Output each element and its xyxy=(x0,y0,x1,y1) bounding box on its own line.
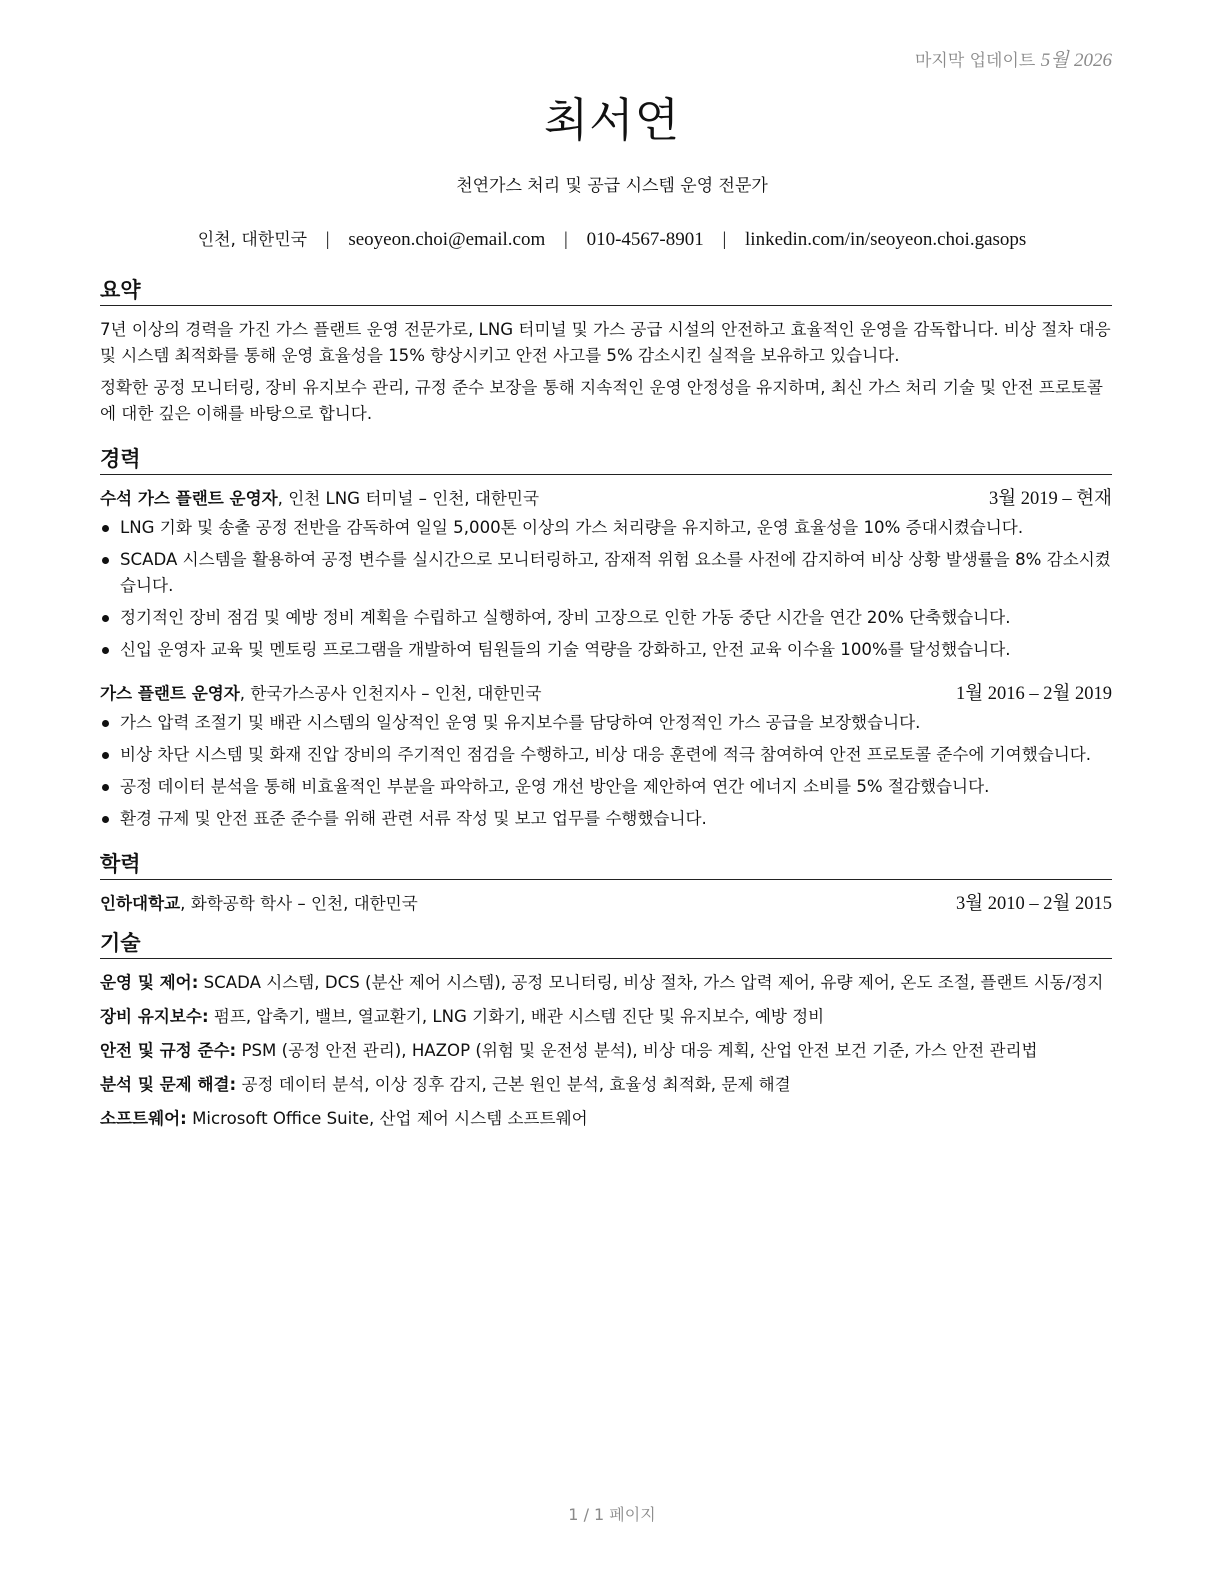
job-role: 가스 플랜트 운영자 xyxy=(100,684,240,703)
job-header xyxy=(100,681,1112,707)
last-updated-year: 2026 xyxy=(1074,50,1112,71)
skill-line xyxy=(100,1072,1112,1098)
job-role: 수석 가스 플랜트 운영자 xyxy=(100,489,278,508)
job-org: , 한국가스공사 인천지사 – 인천, 대한민국 xyxy=(239,684,542,703)
skill-line xyxy=(100,1038,1112,1064)
job-bullet: 신입 운영자 교육 및 멘토링 프로그램을 개발하여 팀원들의 기술 역량을 강화하고, 안전 교육 이수율 100%를 달성했습니다. xyxy=(100,637,1112,663)
last-updated-month: 5월 xyxy=(1040,50,1069,71)
contact-phone: 010-4567-8901 xyxy=(586,229,704,250)
candidate-tagline: 천연가스 처리 및 공급 시스템 운영 전문가 xyxy=(456,176,768,196)
job-date: 3월 2019 – 현재 xyxy=(989,489,1112,509)
job-bullet: SCADA 시스템을 활용하여 공정 변수를 실시간으로 모니터링하고, 잠재적 위험 요소를 사전에 감지하여 비상 상황 발생률을 8% 감소시켰습니다. xyxy=(100,547,1112,599)
skill-category: 안전 및 규정 준수: xyxy=(100,1041,237,1060)
contact-separator: | xyxy=(325,229,330,250)
contact-separator: | xyxy=(564,229,568,250)
education-detail: , 화학공학 학사 – 인천, 대한민국 xyxy=(180,894,418,913)
contact-separator: | xyxy=(722,229,727,250)
last-updated xyxy=(915,45,1112,72)
skill-line xyxy=(100,970,1112,996)
education-date: 3월 2010 – 2월 2015 xyxy=(956,894,1112,914)
skill-line xyxy=(100,1004,1112,1030)
job-bullet: 공정 데이터 분석을 통해 비효율적인 부분을 파악하고, 운영 개선 방안을 제안하여 연간 에너지 소비를 5% 절감했습니다. xyxy=(100,774,1112,800)
page-number: 1 / 1 페이지 xyxy=(568,1505,656,1524)
summary-paragraph: 정확한 공정 모니터링, 장비 유지보수 관리, 규정 준수 보장을 통해 지속적인 운영 안정성을 유지하며, 최신 가스 처리 기술 및 안전 프로토콜에 대한 깊은 이해를 바탕으로 합니다. xyxy=(100,378,1103,423)
job-header xyxy=(100,486,1112,512)
candidate-name: 최서연 xyxy=(543,93,681,147)
job-bullet: 정기적인 장비 점검 및 예방 정비 계획을 수립하고 실행하여, 장비 고장으로 인한 가동 중단 시간을 연간 20% 단축했습니다. xyxy=(100,605,1112,631)
job-entry xyxy=(100,486,1112,663)
contact-location: 인천, 대한민국 xyxy=(197,230,308,250)
job-bullets xyxy=(100,515,1112,663)
section-title-education: 학력 xyxy=(100,850,1112,880)
contact-linkedin[interactable]: linkedin.com/in/seoyeon.choi.gasops xyxy=(745,229,1027,250)
skill-line xyxy=(100,1106,1112,1132)
last-updated-label: 마지막 업데이트 xyxy=(914,51,1036,71)
skill-category: 소프트웨어: xyxy=(100,1109,187,1128)
skill-category: 운영 및 제어: xyxy=(100,973,199,992)
summary-paragraph: 7년 이상의 경력을 가진 가스 플랜트 운영 전문가로, LNG 터미널 및 가스 공급 시설의 안전하고 효율적인 운영을 감독합니다. 비상 절차 대응 및 시스템 최적화를 통해 운영 효율성을 15% 향상시키고 안전 사고를 5% 감소시킨 실적을 보유하고 있습니다. xyxy=(100,320,1111,365)
job-bullet: 가스 압력 조절기 및 배관 시스템의 일상적인 운영 및 유지보수를 담당하여 안정적인 가스 공급을 보장했습니다. xyxy=(100,710,1112,736)
skill-values: 공정 데이터 분석, 이상 징후 감지, 근본 원인 분석, 효율성 최적화, 문제 해결 xyxy=(236,1075,791,1094)
section-title-skills: 기술 xyxy=(100,929,1112,959)
section-title-summary: 요약 xyxy=(100,276,1112,306)
education-entry xyxy=(100,891,1112,917)
skill-values: SCADA 시스템, DCS (분산 제어 시스템), 공정 모니터링, 비상 절차, 가스 압력 제어, 유량 제어, 온도 조절, 플랜트 시동/정지 xyxy=(198,973,1104,992)
job-bullet: LNG 기화 및 송출 공정 전반을 감독하여 일일 5,000톤 이상의 가스 처리량을 유지하고, 운영 효율성을 10% 증대시켰습니다. xyxy=(100,515,1112,541)
skill-category: 장비 유지보수: xyxy=(100,1007,209,1026)
resume-content xyxy=(100,276,1112,1140)
skill-category: 분석 및 문제 해결: xyxy=(100,1075,237,1094)
job-bullet: 환경 규제 및 안전 표준 준수를 위해 관련 서류 작성 및 보고 업무를 수행했습니다. xyxy=(100,806,1112,832)
skill-values: PSM (공정 안전 관리), HAZOP (위험 및 운전성 분석), 비상 대응 계획, 산업 안전 보건 기준, 가스 안전 관리법 xyxy=(236,1041,1038,1060)
job-date: 1월 2016 – 2월 2019 xyxy=(956,684,1112,704)
job-bullets xyxy=(100,710,1112,832)
skill-values: 펌프, 압축기, 밸브, 열교환기, LNG 기화기, 배관 시스템 진단 및 유지보수, 예방 정비 xyxy=(208,1007,825,1026)
job-org: , 인천 LNG 터미널 – 인천, 대한민국 xyxy=(277,489,539,508)
job-bullet: 비상 차단 시스템 및 화재 진압 장비의 주기적인 점검을 수행하고, 비상 대응 훈련에 적극 참여하여 안전 프로토콜 준수에 기여했습니다. xyxy=(100,742,1112,768)
education-school: 인하대학교 xyxy=(100,894,181,913)
contact-line xyxy=(0,225,1224,251)
contact-email[interactable]: seoyeon.choi@email.com xyxy=(348,229,546,250)
section-title-experience: 경력 xyxy=(100,445,1112,475)
job-entry xyxy=(100,681,1112,832)
skill-values: Microsoft Office Suite, 산업 제어 시스템 소프트웨어 xyxy=(186,1109,588,1128)
